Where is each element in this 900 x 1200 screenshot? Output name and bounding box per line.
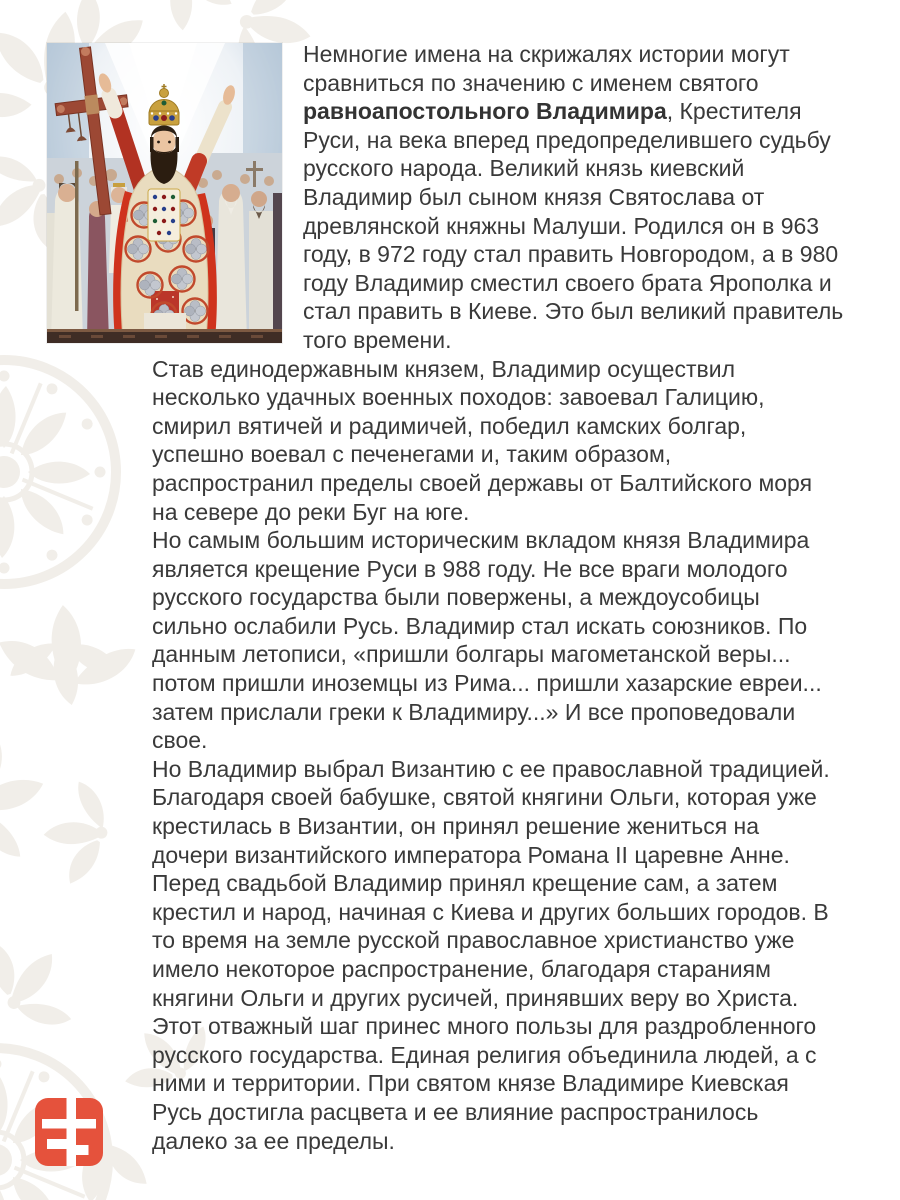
text-line: сильно ослабили Русь. Владимир стал искать союзников. По [152, 612, 808, 639]
text-line: Став единодержавным князем, Владимир осуществил [152, 355, 735, 382]
text-line: княгини Ольги и других русичей, принявших веру во Христа. [152, 984, 799, 1011]
text-line: ними и территории. При святом князе Владимире Киевская [152, 1070, 789, 1097]
text-line: году, в 972 году стал править Новгородом, а в 980 [303, 241, 839, 268]
paragraph [152, 355, 878, 527]
text-line: Перед свадьбой Владимир принял крещение сам, а затем [152, 870, 778, 897]
text-line: Немногие имена на скрижалях истории могут [303, 41, 790, 67]
text-line: смирил вятичей и радимичей, победил камских болгар, [152, 412, 747, 439]
text-line: стал править в Киеве. Это был великий правитель [303, 298, 844, 325]
text-line: успешно воевал с печенегами и, таким образом, [152, 441, 672, 468]
text-line: Этот отважный шаг принес много пользы для раздробленного [152, 1013, 817, 1040]
text-line: дочери византийского императора Романа II царевне Анне. [152, 841, 790, 868]
orthodox-cross-icon [35, 1098, 103, 1166]
paragraph [152, 755, 878, 1155]
text-line: имело некоторое распространение, благодаря стараниям [152, 956, 771, 982]
text-line: того времени. [303, 326, 452, 353]
text-line: Руси, на века вперед предопределившего судьбу [303, 126, 831, 153]
bold-phrase: равноапостольного Владимира [303, 98, 667, 125]
text-line: году Владимир сместил своего брата Ярополка и [303, 269, 832, 296]
text-line: русского государства. Единая религия объединила людей, а с [152, 1041, 817, 1068]
text-line: Благодаря своей бабушке, святой княгини Ольги, которая уже [152, 784, 817, 811]
text-line: сравниться по значению с именем святого [303, 69, 759, 96]
text-line: является крещение Руси в 988 году. Не все враги молодого [152, 555, 788, 582]
text-line: потом пришли иноземцы из Рима... пришли хазарские евреи... [152, 670, 822, 697]
orthodox-cross-logo [35, 1098, 103, 1166]
text-line [303, 97, 878, 126]
text-line: Владимир был сыном князя Святослава от [303, 183, 765, 210]
text-line: Но самым большим историческим вкладом князя Владимира [152, 527, 810, 554]
text-line: данным летописи, «пришли болгары магометанской веры... [152, 641, 791, 668]
text-line: русского народа. Великий князь киевский [303, 155, 745, 182]
intro-paragraph [152, 40, 878, 355]
text-line: русского государства были повержены, а междоусобицы [152, 584, 760, 611]
paragraph [152, 526, 878, 755]
text-line: несколько удачных военных походов: завоевал Галицию, [152, 384, 765, 411]
text-line: , Крестителя [666, 98, 802, 125]
text-line: то время на земле русской православное христианство уже [152, 927, 795, 954]
text-line: затем прислали греки к Владимиру...» И все проповедовали [152, 698, 796, 725]
text-line: крестилась в Византии, он принял решение жениться на [152, 813, 760, 840]
text-line: на севере до реки Буг на юге. [152, 498, 470, 525]
article-body [152, 40, 878, 1155]
text-line: Но Владимир выбрал Византию с ее православной традицией. [152, 755, 830, 782]
text-line: древлянской княжны Малуши. Родился он в 963 [303, 212, 820, 239]
text-line: свое. [152, 727, 208, 754]
text-line: Русь достигла расцвета и ее влияние распространилось [152, 1098, 759, 1125]
text-line: далеко за ее пределы. [152, 1127, 395, 1154]
text-line: крестил и народ, начиная с Киева и других больших городов. В [152, 898, 829, 925]
text-line: распространил пределы своей державы от Балтийского моря [152, 469, 813, 496]
